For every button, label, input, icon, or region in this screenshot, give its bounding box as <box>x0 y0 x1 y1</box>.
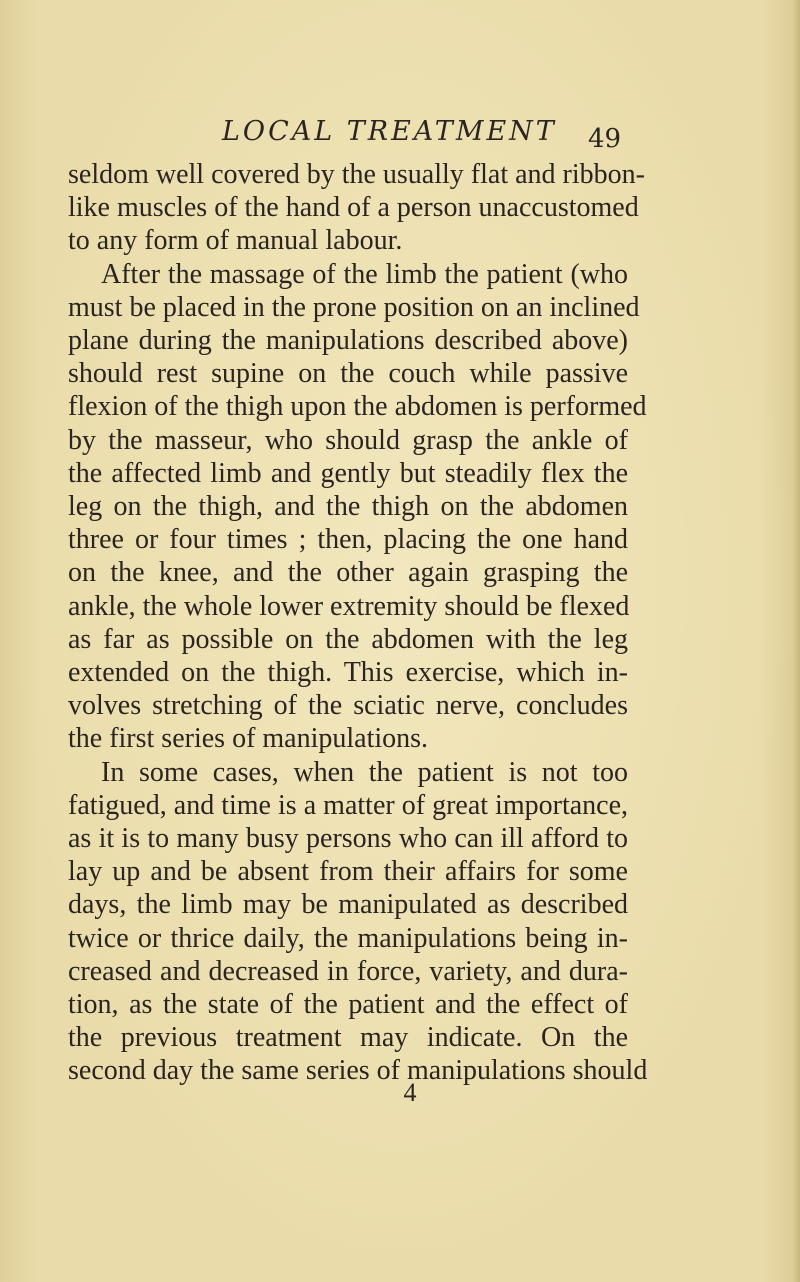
text-line: the previous treatment may indicate. On the <box>68 1022 628 1054</box>
text-line: volves stretching of the sciatic nerve, concludes <box>68 690 628 722</box>
text-line: like muscles of the hand of a person unaccustomed <box>68 192 639 224</box>
text-line: flexion of the thigh upon the abdomen is performed <box>68 391 647 423</box>
text-line: must be placed in the prone position on an inclined <box>68 291 640 323</box>
text-line: the first series of manipulations. <box>68 723 429 755</box>
text-line: three or four times ; then, placing the one hand <box>68 524 628 556</box>
text-line: plane during the manipulations described above) <box>68 325 628 357</box>
signature-mark-text: 4 <box>403 1078 417 1107</box>
text-line: as it is to many busy persons who can ill afford to <box>68 823 628 855</box>
page-header <box>0 116 800 156</box>
text-line: tion, as the state of the patient and the effect of <box>68 989 628 1021</box>
page-number: 49 <box>588 124 622 154</box>
running-head: LOCAL TREATMENT <box>222 116 557 147</box>
body-text <box>68 158 648 1088</box>
text-line: as far as possible on the abdomen with the leg <box>68 623 628 655</box>
text-line: leg on the thigh, and the thigh on the abdomen <box>68 491 628 523</box>
text-line: should rest supine on the couch while passive <box>68 358 628 390</box>
text-line: on the knee, and the other again grasping the <box>68 557 628 589</box>
text-line: seldom well covered by the usually flat and ribbon- <box>68 159 645 190</box>
text-line: creased and decreased in force, variety, and dura- <box>68 955 628 987</box>
text-line: twice or thrice daily, the manipulations being in- <box>68 922 628 954</box>
paragraph-start-line: In some cases, when the patient is not too <box>101 756 628 788</box>
text-line: second day the same series of manipulations should <box>68 1055 648 1087</box>
text-line: extended on the thigh. This exercise, which in- <box>68 657 628 689</box>
text-line: days, the limb may be manipulated as described <box>68 889 628 921</box>
text-line: lay up and be absent from their affairs for some <box>68 856 628 888</box>
text-line: fatigued, and time is a matter of great importance, <box>68 789 628 821</box>
paragraph-start-line: After the massage of the limb the patient (who <box>101 258 628 290</box>
text-line: to any form of manual labour. <box>68 225 403 257</box>
text-line: ankle, the whole lower extremity should be flexed <box>68 590 630 622</box>
text-line: by the masseur, who should grasp the ankle of <box>68 424 628 456</box>
signature-mark <box>0 1078 800 1108</box>
text-line: the affected limb and gently but steadily flex the <box>68 457 628 489</box>
